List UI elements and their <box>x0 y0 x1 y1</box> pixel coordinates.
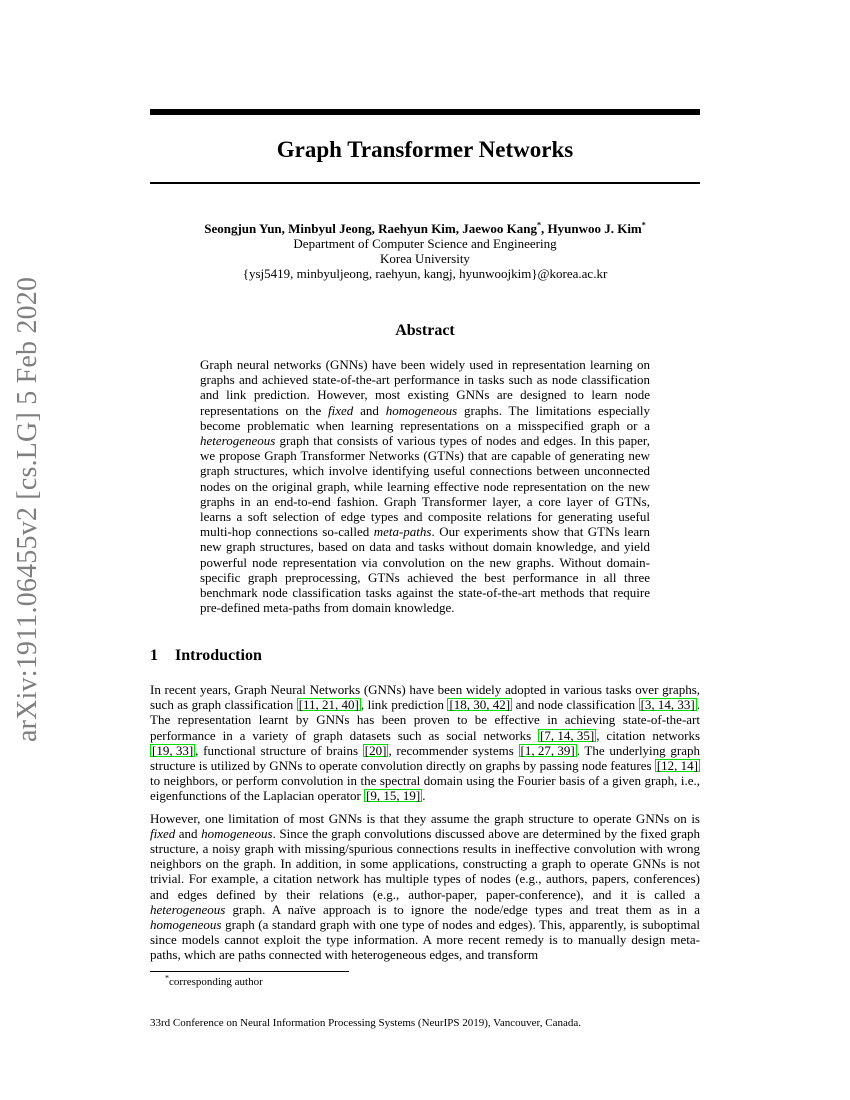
footnote-rule <box>150 971 349 972</box>
author-last: , Hyunwoo J. Kim <box>541 221 642 236</box>
emphasis: fixed <box>150 825 176 841</box>
citation-link[interactable]: [20] <box>364 742 387 758</box>
emphasis: homogeneous <box>150 917 222 933</box>
text: , citation networks <box>596 727 700 743</box>
emphasis: homogeneous <box>201 825 273 841</box>
author-emails: {ysj5419, minbyuljeong, raehyun, kangj, hyunwoojkim}@korea.ac.kr <box>242 266 608 281</box>
section-heading-introduction <box>150 646 700 666</box>
text: graph. A naïve approach is to ignore the node/edge types and treat them as in a <box>225 901 700 917</box>
title-top-rule <box>150 109 700 115</box>
text: , functional structure of brains <box>195 742 363 758</box>
emphasis: heterogeneous <box>150 901 226 917</box>
footnote-mark: * <box>165 973 169 983</box>
paragraph <box>150 682 700 804</box>
conference-notice: 33rd Conference on Neural Information Processing Systems (NeurIPS 2019), Vancouver, Canada. <box>150 1017 582 1029</box>
abstract-text: graph that consists of various types of nodes and edges. In this paper, we propose Graph Transformer Networks (GTNs) that are capable of generating new graph structures, which involve identifying useful connections between unconnected nodes on the original graph, while learning effective node representation on the new graphs in an end-to-end fashion. Graph Transformer layer, a core layer of GTNs, learns a soft selection of edge types and composite relations for generating useful multi-hop connections so-called <box>200 433 650 540</box>
text: and <box>175 825 202 841</box>
abstract-body <box>200 357 650 615</box>
paragraph <box>150 811 700 963</box>
text: , link prediction <box>360 697 448 713</box>
text: . The representation learnt by GNNs has been proven to be effective in achieving state-of-the-art performance in a variety of graph datasets such as social networks <box>150 697 700 743</box>
emphasis: fixed <box>328 402 354 418</box>
footnote-text: corresponding author <box>169 976 263 988</box>
citation-link[interactable]: [9, 15, 19] <box>366 788 421 804</box>
emphasis: meta-paths <box>373 524 432 540</box>
text: and node classification <box>512 697 639 713</box>
abstract-text: graphs. The limitations especially become problematic when learning representations on a misspecified graph or a <box>200 402 650 433</box>
author-block <box>150 221 700 281</box>
text: However, one limitation of most GNNs is that they assume the graph structure to operate GNNs on is <box>150 810 700 826</box>
citation-link[interactable]: [12, 14] <box>656 758 698 774</box>
abstract-text: Graph neural networks (GNNs) have been widely used in representation learning on graphs and achieved state-of-the-art performance in tasks such as node classification and link prediction. However, most existing GNNs are designed to learn node representations on the <box>200 357 650 418</box>
emphasis: heterogeneous <box>200 433 276 449</box>
citation-link[interactable]: [1, 27, 39] <box>520 742 575 758</box>
affiliation-university: Korea University <box>380 251 470 266</box>
citation-link[interactable]: [3, 14, 33] <box>640 697 695 713</box>
footnote <box>165 975 665 989</box>
text: . Since the graph convolutions discussed above are determined by the fixed graph structure, a noisy graph with missing/spurious connections results in ineffective convolution with wrong neighbors on the graph. In addition, in some applications, constructing a graph to operate GNNs is not trivial. For example, a citation network has multiple types of nodes (e.g., authors, papers, conferences) and edges defined by their relations (e.g., author-paper, paper-conference), and it is called a <box>150 825 700 902</box>
text: , recommender systems <box>388 742 519 758</box>
arxiv-identifier: arXiv:1911.06455v2 [cs.LG] 5 Feb 2020 <box>12 276 43 742</box>
corresponding-mark: * <box>537 220 541 230</box>
section-title: Introduction <box>175 647 262 664</box>
citation-link[interactable]: [18, 30, 42] <box>449 697 511 713</box>
text: to neighbors, or perform convolution in the spectral domain using the Fourier basis of a given graph, i.e., eigenfunctions of the Laplacian operator <box>150 773 700 804</box>
citation-link[interactable]: [11, 21, 40] <box>298 697 359 713</box>
text: . <box>422 788 426 804</box>
title-bottom-rule <box>150 182 700 184</box>
abstract-text: . Our experiments show that GTNs learn new graph structures, based on data and tasks without domain knowledge, and yield powerful node representation via convolution on the new graphs. Without domain-specific graph preprocessing, GTNs achieved the best performance in all three benchmark node classification tasks against the state-of-the-art methods that require pre-defined meta-paths from domain knowledge. <box>200 524 650 616</box>
author-names: Seongjun Yun, Minbyul Jeong, Raehyun Kim, Jaewoo Kang <box>204 221 537 236</box>
abstract-heading: Abstract <box>395 322 455 339</box>
emphasis: homogeneous <box>385 402 458 418</box>
section-number: 1 <box>150 647 158 664</box>
text: . The underlying graph structure is utilized by GNNs to operate convolution directly on graphs by passing node features <box>150 742 700 774</box>
author-list <box>150 221 700 236</box>
abstract-text: and <box>353 402 386 418</box>
introduction-body <box>150 682 700 963</box>
citation-link[interactable]: [7, 14, 35] <box>540 727 595 743</box>
affiliation-department: Department of Computer Science and Engineering <box>293 236 557 251</box>
text: In recent years, Graph Neural Networks (GNNs) have been widely adopted in various tasks over graphs, such as graph classification <box>150 682 700 713</box>
text: graph (a standard graph with one type of nodes and edges). This, apparently, is suboptimal since models cannot exploit the type information. A more recent remedy is to manually design meta-paths, which are paths connected with heterogeneous edges, and transform <box>150 917 700 963</box>
corresponding-mark: * <box>641 220 646 230</box>
citation-link[interactable]: [19, 33] <box>152 742 194 758</box>
paper-title: Graph Transformer Networks <box>276 137 574 162</box>
